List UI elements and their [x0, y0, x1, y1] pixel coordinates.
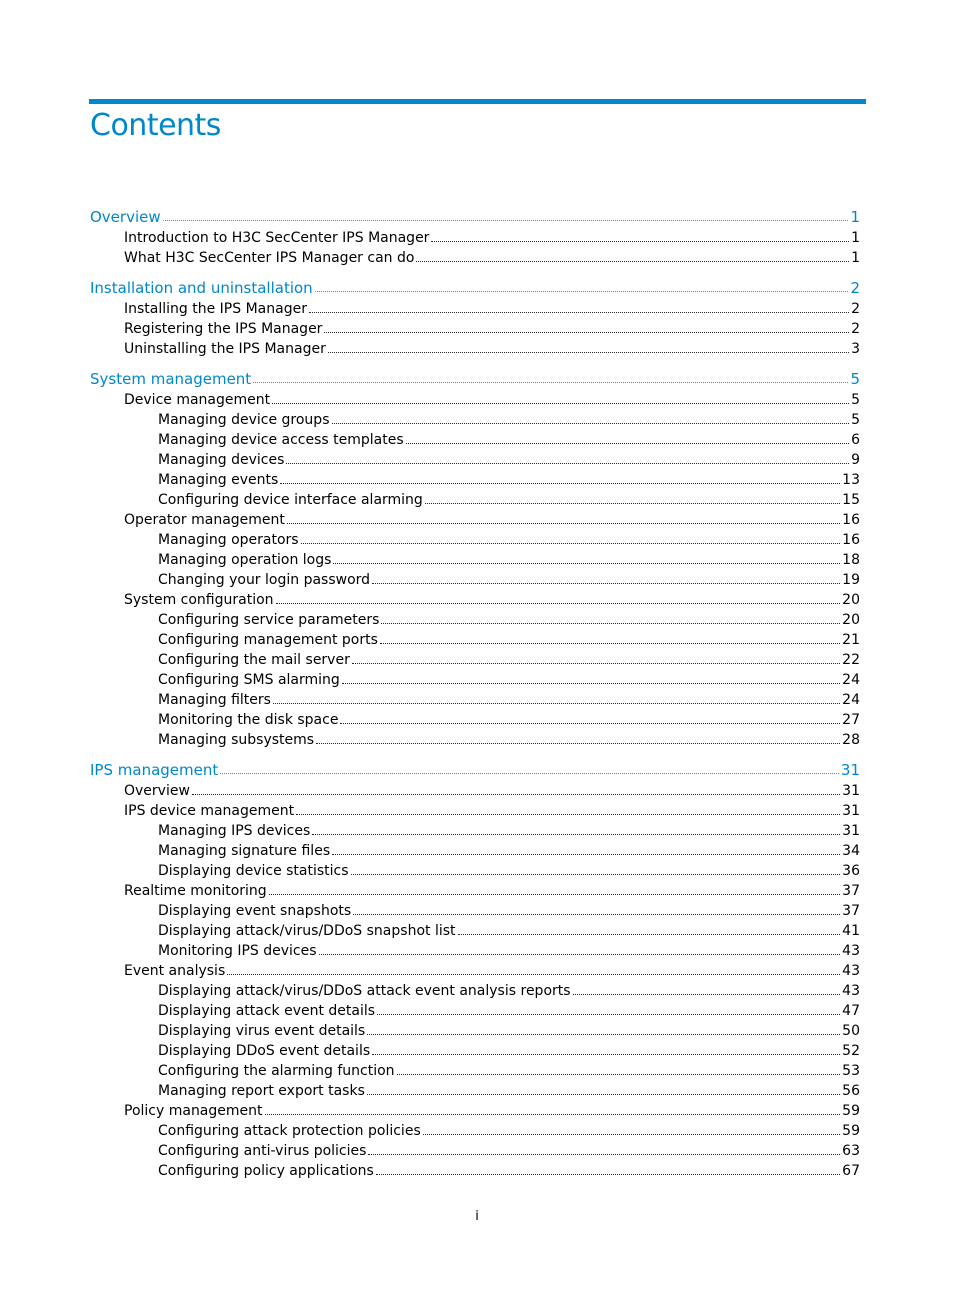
toc-entry[interactable] — [158, 981, 860, 1001]
toc-entry-page-number: 31 — [842, 803, 860, 819]
toc-dot-leader — [425, 490, 840, 510]
toc-entry-title: Managing IPS devices — [158, 823, 311, 839]
toc-entry[interactable] — [158, 610, 860, 630]
toc-dot-leader — [381, 610, 840, 630]
toc-dot-leader — [423, 1121, 840, 1141]
toc-entry-page-number: 28 — [842, 732, 860, 748]
toc-dot-leader — [163, 207, 849, 227]
toc-dot-leader — [296, 801, 840, 821]
toc-dot-leader — [319, 941, 841, 961]
toc-dot-leader — [332, 841, 840, 861]
toc-entry-page-number: 41 — [842, 923, 860, 939]
toc-entry[interactable] — [124, 881, 860, 901]
toc-dot-leader — [342, 670, 840, 690]
toc-entry[interactable] — [158, 921, 860, 941]
toc-entry[interactable] — [158, 901, 860, 921]
toc-entry-title: System management — [90, 370, 252, 388]
toc-entry[interactable] — [158, 1001, 860, 1021]
footer-page-number: i — [475, 1209, 479, 1224]
toc-entry-title: Displaying attack/virus/DDoS attack event analysis reports — [158, 983, 571, 999]
toc-entry-title: Managing operators — [158, 532, 299, 548]
toc-entry-title: Displaying device statistics — [158, 863, 349, 879]
toc-entry[interactable] — [90, 760, 860, 780]
page-title: Contents — [90, 108, 221, 143]
toc-dot-leader — [340, 710, 840, 730]
toc-entry-title: Displaying virus event details — [158, 1023, 366, 1039]
toc-entry[interactable] — [158, 450, 860, 470]
toc-dot-leader — [287, 510, 840, 530]
toc-entry-title: Monitoring the disk space — [158, 712, 339, 728]
toc-entry[interactable] — [124, 319, 860, 339]
toc-entry-title: Registering the IPS Manager — [124, 321, 323, 337]
toc-entry-page-number: 31 — [840, 761, 860, 779]
toc-entry[interactable] — [90, 207, 860, 227]
toc-dot-leader — [367, 1081, 840, 1101]
toc-entry[interactable] — [158, 1161, 860, 1181]
toc-entry-title: Displaying DDoS event details — [158, 1043, 371, 1059]
toc-entry[interactable] — [158, 670, 860, 690]
toc-entry-title: Event analysis — [124, 963, 226, 979]
toc-entry[interactable] — [158, 1121, 860, 1141]
toc-dot-leader — [253, 369, 848, 389]
toc-entry-title: Managing operation logs — [158, 552, 332, 568]
toc-entry-title: Managing report export tasks — [158, 1083, 365, 1099]
toc-entry-page-number: 19 — [842, 572, 860, 588]
toc-entry-page-number: 24 — [842, 692, 860, 708]
toc-entry-page-number: 24 — [842, 672, 860, 688]
toc-entry-title: IPS device management — [124, 803, 295, 819]
toc-entry-title: IPS management — [90, 761, 219, 779]
toc-dot-leader — [431, 228, 849, 248]
toc-dot-leader — [227, 961, 840, 981]
toc-entry[interactable] — [158, 841, 860, 861]
toc-entry-page-number: 50 — [842, 1023, 860, 1039]
toc-entry-page-number: 59 — [842, 1123, 860, 1139]
toc-entry-title: Managing device groups — [158, 412, 330, 428]
toc-entry[interactable] — [90, 278, 860, 298]
toc-entry-title: Configuring the alarming function — [158, 1063, 395, 1079]
toc-dot-leader — [372, 570, 840, 590]
toc-entry[interactable] — [124, 781, 860, 801]
toc-entry[interactable] — [90, 369, 860, 389]
toc-dot-leader — [220, 760, 839, 780]
toc-entry-page-number: 2 — [851, 301, 860, 317]
toc-entry-page-number: 1 — [851, 250, 860, 266]
toc-dot-leader — [372, 1041, 840, 1061]
toc-entry-title: Installing the IPS Manager — [124, 301, 307, 317]
toc-entry[interactable] — [158, 570, 860, 590]
toc-dot-leader — [312, 821, 840, 841]
toc-dot-leader — [367, 1021, 840, 1041]
toc-dot-leader — [301, 530, 841, 550]
toc-dot-leader — [276, 590, 841, 610]
toc-dot-leader — [273, 690, 840, 710]
toc-dot-leader — [380, 630, 840, 650]
toc-entry-title: Realtime monitoring — [124, 883, 267, 899]
toc-entry[interactable] — [158, 630, 860, 650]
toc-entry-title: Configuring management ports — [158, 632, 378, 648]
toc-entry[interactable] — [158, 730, 860, 750]
toc-entry[interactable] — [158, 550, 860, 570]
toc-dot-leader — [376, 1161, 840, 1181]
toc-dot-leader — [272, 390, 849, 410]
toc-entry[interactable] — [124, 299, 860, 319]
toc-entry-page-number: 15 — [842, 492, 860, 508]
toc-entry[interactable] — [158, 710, 860, 730]
toc-dot-leader — [397, 1061, 841, 1081]
toc-dot-leader — [316, 730, 840, 750]
toc-entry-title: Monitoring IPS devices — [158, 943, 317, 959]
toc-entry-page-number: 9 — [851, 452, 860, 468]
toc-dot-leader — [280, 470, 840, 490]
toc-entry[interactable] — [158, 490, 860, 510]
toc-entry-title: Managing events — [158, 472, 279, 488]
toc-dot-leader — [286, 450, 849, 470]
toc-dot-leader — [353, 901, 840, 921]
toc-entry-page-number: 31 — [842, 823, 860, 839]
toc-entry-title: Overview — [90, 208, 161, 226]
toc-entry[interactable] — [158, 941, 860, 961]
toc-entry-title: Configuring attack protection policies — [158, 1123, 421, 1139]
toc-entry-title: System configuration — [124, 592, 274, 608]
toc-dot-leader — [192, 781, 840, 801]
toc-entry-page-number: 22 — [842, 652, 860, 668]
toc-entry-page-number: 27 — [842, 712, 860, 728]
toc-entry-title: Displaying attack event details — [158, 1003, 376, 1019]
toc-entry-page-number: 67 — [842, 1163, 860, 1179]
toc-entry[interactable] — [124, 510, 860, 530]
toc-entry-title: Uninstalling the IPS Manager — [124, 341, 326, 357]
toc-entry[interactable] — [158, 1141, 860, 1161]
toc-entry-page-number: 3 — [851, 341, 860, 357]
toc-entry[interactable] — [158, 530, 860, 550]
toc-entry-title: Configuring policy applications — [158, 1163, 374, 1179]
toc-entry[interactable] — [158, 861, 860, 881]
toc-entry-page-number: 6 — [851, 432, 860, 448]
toc-entry-page-number: 2 — [850, 279, 860, 297]
toc-entry-page-number: 43 — [842, 983, 860, 999]
toc-entry[interactable] — [158, 690, 860, 710]
toc-dot-leader — [309, 299, 849, 319]
toc-dot-leader — [458, 921, 841, 941]
toc-entry-title: Displaying attack/virus/DDoS snapshot list — [158, 923, 456, 939]
toc-entry[interactable] — [124, 801, 860, 821]
toc-entry-title: What H3C SecCenter IPS Manager can do — [124, 250, 415, 266]
toc-dot-leader — [315, 278, 849, 298]
toc-entry[interactable] — [158, 430, 860, 450]
toc-entry-page-number: 43 — [842, 943, 860, 959]
toc-dot-leader — [377, 1001, 840, 1021]
toc-entry-page-number: 52 — [842, 1043, 860, 1059]
toc-entry[interactable] — [158, 470, 860, 490]
toc-entry[interactable] — [124, 390, 860, 410]
toc-entry-title: Managing filters — [158, 692, 271, 708]
toc-entry-page-number: 20 — [842, 592, 860, 608]
toc-entry-page-number: 34 — [842, 843, 860, 859]
toc-entry-page-number: 1 — [851, 230, 860, 246]
toc-entry-page-number: 5 — [851, 392, 860, 408]
toc-entry-page-number: 31 — [842, 783, 860, 799]
toc-entry-page-number: 16 — [842, 512, 860, 528]
toc-entry-title: Managing device access templates — [158, 432, 404, 448]
toc-entry-title: Device management — [124, 392, 271, 408]
toc-entry[interactable] — [124, 1101, 860, 1121]
toc-entry-page-number: 16 — [842, 532, 860, 548]
toc-entry-title: Configuring device interface alarming — [158, 492, 423, 508]
toc-dot-leader — [269, 881, 840, 901]
toc-entry-page-number: 2 — [851, 321, 860, 337]
toc-entry[interactable] — [124, 339, 860, 359]
toc-entry-page-number: 37 — [842, 903, 860, 919]
toc-entry-title: Managing devices — [158, 452, 285, 468]
toc-entry-title: Managing signature files — [158, 843, 331, 859]
toc-entry-title: Displaying event snapshots — [158, 903, 352, 919]
toc-entry-title: Configuring the mail server — [158, 652, 350, 668]
toc-entry[interactable] — [158, 1021, 860, 1041]
toc-dot-leader — [328, 339, 849, 359]
toc-entry-title: Overview — [124, 783, 190, 799]
toc-entry[interactable] — [158, 1041, 860, 1061]
toc-entry-page-number: 21 — [842, 632, 860, 648]
toc-dot-leader — [406, 430, 849, 450]
toc-dot-leader — [352, 650, 840, 670]
toc-dot-leader — [416, 248, 849, 268]
toc-dot-leader — [332, 410, 850, 430]
toc-entry-title: Policy management — [124, 1103, 263, 1119]
toc-entry-title: Managing subsystems — [158, 732, 315, 748]
toc-entry[interactable] — [124, 248, 860, 268]
toc-entry[interactable] — [124, 590, 860, 610]
toc-entry[interactable] — [158, 410, 860, 430]
toc-entry[interactable] — [158, 650, 860, 670]
toc-entry-page-number: 47 — [842, 1003, 860, 1019]
toc-entry-page-number: 18 — [842, 552, 860, 568]
toc-entry-page-number: 63 — [842, 1143, 860, 1159]
toc-entry-title: Changing your login password — [158, 572, 371, 588]
toc-entry-title: Installation and uninstallation — [90, 279, 313, 297]
toc-entry-title: Configuring SMS alarming — [158, 672, 340, 688]
toc-entry-page-number: 36 — [842, 863, 860, 879]
toc-entry-page-number: 37 — [842, 883, 860, 899]
toc-entry-title: Introduction to H3C SecCenter IPS Manager — [124, 230, 430, 246]
toc-entry-page-number: 59 — [842, 1103, 860, 1119]
toc-entry-page-number: 13 — [842, 472, 860, 488]
toc-entry[interactable] — [124, 228, 860, 248]
toc-entry-page-number: 1 — [850, 208, 860, 226]
toc-entry[interactable] — [158, 821, 860, 841]
toc-entry-page-number: 20 — [842, 612, 860, 628]
toc-dot-leader — [351, 861, 841, 881]
toc-entry[interactable] — [158, 1061, 860, 1081]
toc-entry-page-number: 43 — [842, 963, 860, 979]
toc-dot-leader — [368, 1141, 840, 1161]
toc-entry-page-number: 5 — [851, 412, 860, 428]
toc-entry-title: Operator management — [124, 512, 285, 528]
toc-dot-leader — [333, 550, 840, 570]
toc-entry-page-number: 56 — [842, 1083, 860, 1099]
toc-dot-leader — [265, 1101, 841, 1121]
toc-entry[interactable] — [158, 1081, 860, 1101]
toc-entry-title: Configuring service parameters — [158, 612, 380, 628]
toc-dot-leader — [324, 319, 849, 339]
toc-entry[interactable] — [124, 961, 860, 981]
toc-entry-title: Configuring anti-virus policies — [158, 1143, 367, 1159]
toc-entry-page-number: 5 — [850, 370, 860, 388]
toc-dot-leader — [573, 981, 841, 1001]
toc-entry-page-number: 53 — [842, 1063, 860, 1079]
